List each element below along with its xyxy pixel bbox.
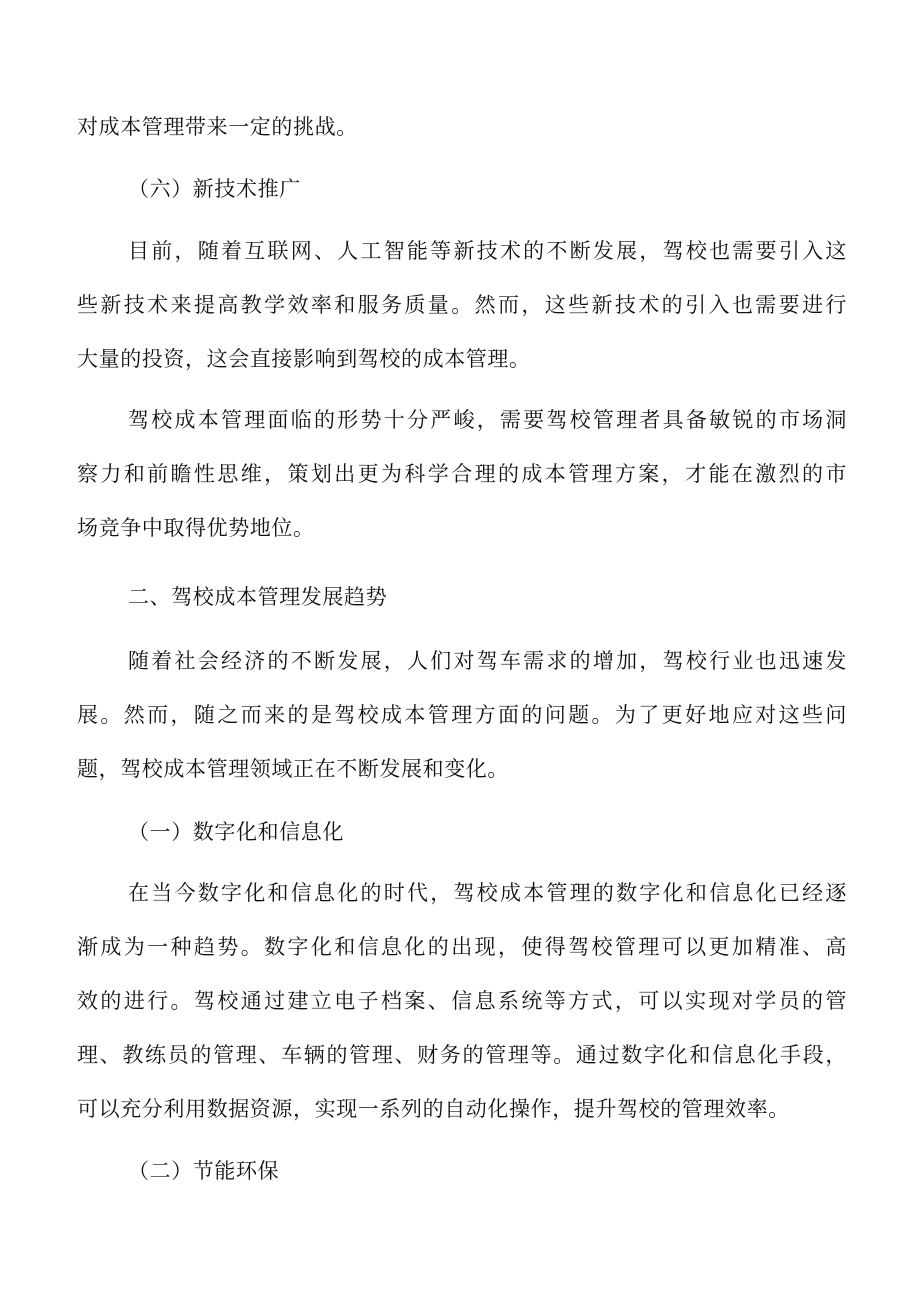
paragraph-line: 随着社会经济的不断发展，人们对驾车需求的增加，驾校行业也迅速发 <box>128 649 847 673</box>
paragraph-line: 渐成为一种趋势。数字化和信息化的出现，使得驾校管理可以更加精准、高 <box>77 935 847 959</box>
paragraph-line: 在当今数字化和信息化的时代，驾校成本管理的数字化和信息化已经逐 <box>128 881 847 905</box>
section-heading-digital: （一）数字化和信息化 <box>128 820 344 844</box>
section-heading-new-tech: （六）新技术推广 <box>128 177 301 201</box>
paragraph-line: 效的进行。驾校通过建立电子档案、信息系统等方式，可以实现对学员的管 <box>77 989 847 1013</box>
paragraph-line: 察力和前瞻性思维，策划出更为科学合理的成本管理方案，才能在激烈的市 <box>77 462 847 486</box>
paragraph-line: 理、教练员的管理、车辆的管理、财务的管理等。通过数字化和信息化手段， <box>77 1043 847 1067</box>
paragraph-line: 目前，随着互联网、人工智能等新技术的不断发展，驾校也需要引入这 <box>128 239 847 263</box>
paragraph-line: 题，驾校成本管理领域正在不断发展和变化。 <box>77 757 509 781</box>
paragraph-line: 对成本管理带来一定的挑战。 <box>77 115 358 139</box>
paragraph-line: 驾校成本管理面临的形势十分严峻，需要驾校管理者具备敏锐的市场洞 <box>128 408 847 432</box>
chapter-heading-trends: 二、驾校成本管理发展趋势 <box>128 585 388 609</box>
paragraph-line: 些新技术来提高教学效率和服务质量。然而，这些新技术的引入也需要进行 <box>77 293 847 317</box>
section-heading-energy: （二）节能环保 <box>128 1159 280 1183</box>
paragraph-line: 大量的投资，这会直接影响到驾校的成本管理。 <box>77 347 531 371</box>
paragraph-line: 展。然而，随之而来的是驾校成本管理方面的问题。为了更好地应对这些问 <box>77 703 847 727</box>
paragraph-line: 场竞争中取得优势地位。 <box>77 516 315 540</box>
paragraph-line: 可以充分利用数据资源，实现一系列的自动化操作，提升驾校的管理效率。 <box>77 1097 790 1121</box>
